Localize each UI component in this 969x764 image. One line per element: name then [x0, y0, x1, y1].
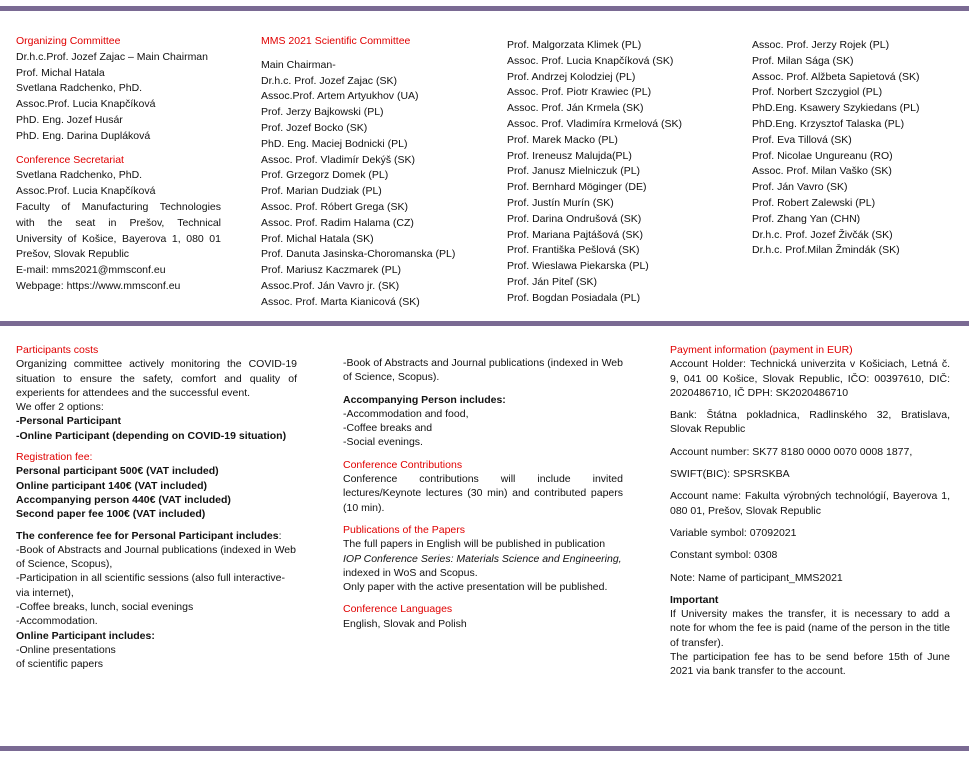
accompanying-item: -Accommodation and food,	[343, 407, 469, 420]
constant-symbol: Constant symbol: 0308	[670, 549, 778, 562]
registration-title: Registration fee:	[16, 451, 93, 464]
payment-section	[670, 343, 950, 679]
account-name: Account name: Fakulta výrobných technológií, Bayerova 1, 080 01, Prešov, Slovak Republic	[670, 490, 950, 517]
committee-member: Prof. Janusz Mielniczuk (PL)	[507, 165, 641, 178]
committee-member: Prof. Justín Murín (SK)	[507, 196, 614, 209]
important-text: If University makes the transfer, it is necessary to add a note for whom the fee is paid (name of the person in the title of transfer).	[670, 608, 950, 649]
scientific-col-3	[752, 38, 962, 259]
committee-member: Prof. Malgorzata Klimek (PL)	[507, 39, 642, 51]
committee-member: Prof. Norbert Szczygiol (PL)	[752, 86, 883, 99]
committee-member: Prof. Danuta Jasinska-Choromanska (PL)	[261, 248, 456, 261]
important-text: The participation fee has to be send before 15th of June 2021 via bank transfer to the account.	[670, 651, 950, 678]
middle-divider	[0, 321, 969, 326]
committee-member: Assoc. Prof. Róbert Grega (SK)	[261, 200, 409, 213]
organizing-member: Assoc.Prof. Lucia Knapčíková	[16, 98, 156, 111]
committee-member: Prof. Milan Sága (SK)	[752, 54, 854, 67]
contributions-text: Conference contributions will include invited lectures/Keynote lectures (30 min) and contributed papers (10 min).	[343, 473, 623, 514]
accompanying-item: -Social evenings.	[343, 436, 423, 449]
book-item: -Book of Abstracts and Journal publications (indexed in Web of Science, Scopus).	[343, 357, 623, 384]
fee-item: Online participant 140€ (VAT included)	[16, 479, 207, 492]
publications-text: Only paper with the active presentation will be published.	[343, 581, 608, 594]
secretariat-line: Svetlana Radchenko, PhD.	[16, 169, 143, 182]
committee-member: Assoc. Prof. Marta Kianicová (SK)	[261, 295, 420, 308]
contributions-title: Conference Contributions	[343, 458, 463, 471]
publications-text: indexed in WoS and Scopus.	[343, 566, 478, 579]
committee-member: Prof. Andrzej Kolodziej (PL)	[507, 70, 636, 83]
organizing-title: Organizing Committee	[16, 35, 121, 47]
committee-member: Prof. Marian Dudziak (PL)	[261, 185, 382, 198]
personal-includes-colon: :	[278, 529, 282, 542]
personal-includes-title: The conference fee for Personal Participant includes	[16, 529, 279, 542]
costs-paragraph: Organizing committee actively monitoring the COVID-19 situation to ensure the safety, comfort and quality of experients for attendees and the successful event.	[16, 358, 297, 399]
secretariat-address: Faculty of Manufacturing Technologies	[16, 200, 221, 213]
committee-member: Prof. Ireneusz Malujda(PL)	[507, 149, 632, 162]
committee-member: Prof. Jerzy Bajkowski (PL)	[261, 106, 384, 119]
payment-note: Note: Name of participant_MMS2021	[670, 571, 843, 584]
committee-member: Prof. Jozef Bocko (SK)	[261, 121, 368, 134]
committee-member: Assoc.Prof. Artem Artyukhov (UA)	[261, 90, 419, 103]
webpage-link[interactable]: Webpage: https://www.mmsconf.eu	[16, 279, 181, 292]
committee-member: Assoc.Prof. Ján Vavro jr. (SK)	[261, 279, 400, 292]
email-link[interactable]: E-mail: mms2021@mmsconf.eu	[16, 264, 166, 277]
secretariat-line: Assoc.Prof. Lucia Knapčíková	[16, 185, 156, 198]
committee-member: Assoc. Prof. Vladimíra Krmelová (SK)	[507, 117, 683, 130]
online-item: of scientific papers	[16, 658, 103, 671]
accompanying-title: Accompanying Person includes:	[343, 393, 506, 406]
committee-member: Assoc. Prof. Ján Krmela (SK)	[507, 102, 644, 115]
committee-member: Prof. Františka Pešlová (SK)	[507, 244, 640, 257]
organizing-member: PhD. Eng. Jozef Husár	[16, 113, 123, 126]
personal-item: -Book of Abstracts and Journal publications (indexed in Web of Science, Scopus),	[16, 543, 296, 571]
organizing-section	[16, 34, 221, 295]
option-personal: -Personal Participant	[16, 415, 122, 428]
payment-title: Payment information (payment in EUR)	[670, 344, 853, 356]
committee-member: Prof. Bogdan Posiadala (PL)	[507, 291, 641, 304]
personal-item: -Participation in all scientific sessions (also full interactive-via internet),	[16, 572, 286, 599]
committee-member: Prof. Zhang Yan (CHN)	[752, 212, 861, 225]
languages-text: English, Slovak and Polish	[343, 617, 467, 630]
committee-member: Prof. Eva Tillová (SK)	[752, 133, 852, 146]
account-number: Account number: SK77 8180 0000 0070 0008 1877,	[670, 445, 913, 458]
committee-member: Prof. Bernhard Möginger (DE)	[507, 181, 647, 194]
organizing-member: Svetlana Radchenko, PhD.	[16, 82, 143, 95]
costs-title: Participants costs	[16, 344, 99, 356]
bank: Bank: Štátna pokladnica, Radlinského 32, Bratislava, Slovak Republic	[670, 409, 950, 436]
publications-series: IOP Conference Series: Materials Science and Engineering,	[343, 552, 622, 565]
organizing-member: Dr.h.c.Prof. Jozef Zajac – Main Chairman	[16, 50, 208, 63]
fee-item: Accompanying person 440€ (VAT included)	[16, 493, 231, 506]
scientific-col-2	[507, 38, 742, 307]
committee-member: Prof. Grzegorz Domek (PL)	[261, 169, 389, 182]
top-divider	[0, 6, 969, 11]
committee-member: Dr.h.c. Prof. Jozef Živčák (SK)	[752, 228, 893, 241]
committee-member: Dr.h.c. Prof.Milan Žmindák (SK)	[752, 244, 900, 257]
committee-member: Assoc. Prof. Milan Vaško (SK)	[752, 165, 892, 178]
committee-member: Dr.h.c. Prof. Jozef Zajac (SK)	[261, 74, 397, 87]
secretariat-address: with the seat in Prešov, Technical	[16, 216, 221, 229]
secretariat-address: Prešov, Slovak Republic	[16, 248, 130, 261]
secretariat-address: University of Košice, Bayerova 1, 080 01	[16, 232, 221, 245]
online-includes-title: Online Participant includes:	[16, 629, 155, 642]
personal-item: -Accommodation.	[16, 615, 98, 628]
committee-member: PhD.Eng. Ksawery Szykiedans (PL)	[752, 102, 920, 115]
bottom-divider	[0, 746, 969, 751]
committee-member: PhD. Eng. Maciej Bodnicki (PL)	[261, 137, 408, 150]
costs-offer: We offer 2 options:	[16, 401, 104, 414]
important-title: Important	[670, 593, 719, 606]
languages-title: Conference Languages	[343, 603, 453, 616]
personal-item: -Coffee breaks, lunch, social evenings	[16, 601, 194, 614]
scientific-title: MMS 2021 Scientific Committee	[261, 35, 411, 47]
organizing-member: PhD. Eng. Darina Dupláková	[16, 129, 151, 142]
committee-member: Prof. Darina Ondrušová (SK)	[507, 212, 642, 225]
variable-symbol: Variable symbol: 07092021	[670, 526, 797, 539]
committee-member: Prof. Michal Hatala (SK)	[261, 232, 374, 245]
account-holder: Account Holder: Technická univerzita v Košiciach, Letná č. 9, 041 00 Košice, Slovak Republic, IČO: 00397610, DIČ: 2020486710, IČ DPH: SK2020486710	[670, 358, 950, 399]
main-chairman-label: Main Chairman-	[261, 58, 336, 71]
organizing-member: Prof. Michal Hatala	[16, 66, 105, 79]
committee-member: Prof. Robert Zalewski (PL)	[752, 196, 876, 209]
option-online: -Online Participant (depending on COVID-19 situation)	[16, 429, 287, 442]
committee-member: Prof. Marek Macko (PL)	[507, 133, 618, 146]
committee-member: Prof. Nicolae Ungureanu (RO)	[752, 149, 893, 162]
accompanying-item: -Coffee breaks and	[343, 422, 433, 435]
costs-section	[16, 343, 297, 672]
committee-member: Assoc. Prof. Piotr Krawiec (PL)	[507, 86, 652, 99]
committee-member: Prof. Mariana Pajtášová (SK)	[507, 228, 643, 241]
committee-member: Prof. Ján Piteľ (SK)	[507, 275, 598, 288]
committee-member: PhD.Eng. Krzysztof Talaska (PL)	[752, 117, 905, 130]
swift: SWIFT(BIC): SPSRSKBA	[670, 468, 790, 481]
online-item: -Online presentations	[16, 643, 116, 656]
personal-includes-heading	[16, 529, 297, 543]
middle-section	[343, 356, 623, 631]
fee-item: Second paper fee 100€ (VAT included)	[16, 508, 206, 521]
committee-member: Prof. Ján Vavro (SK)	[752, 181, 848, 194]
publications-title: Publications of the Papers	[343, 523, 465, 536]
fee-item: Personal participant 500€ (VAT included)	[16, 465, 219, 478]
committee-member: Assoc. Prof. Lucia Knapčíková (SK)	[507, 54, 674, 67]
committee-member: Assoc. Prof. Vladimír Dekýš (SK)	[261, 153, 416, 166]
committee-member: Assoc. Prof. Alžbeta Sapietová (SK)	[752, 70, 920, 83]
publications-text: The full papers in English will be published in publication	[343, 538, 606, 551]
scientific-col-1	[261, 34, 496, 311]
committee-member: Assoc. Prof. Radim Halama (CZ)	[261, 216, 414, 229]
committee-member: Prof. Wieslawa Piekarska (PL)	[507, 260, 649, 273]
secretariat-title: Conference Secretariat	[16, 153, 124, 166]
committee-member: Prof. Mariusz Kaczmarek (PL)	[261, 264, 402, 277]
committee-member: Assoc. Prof. Jerzy Rojek (PL)	[752, 39, 890, 51]
